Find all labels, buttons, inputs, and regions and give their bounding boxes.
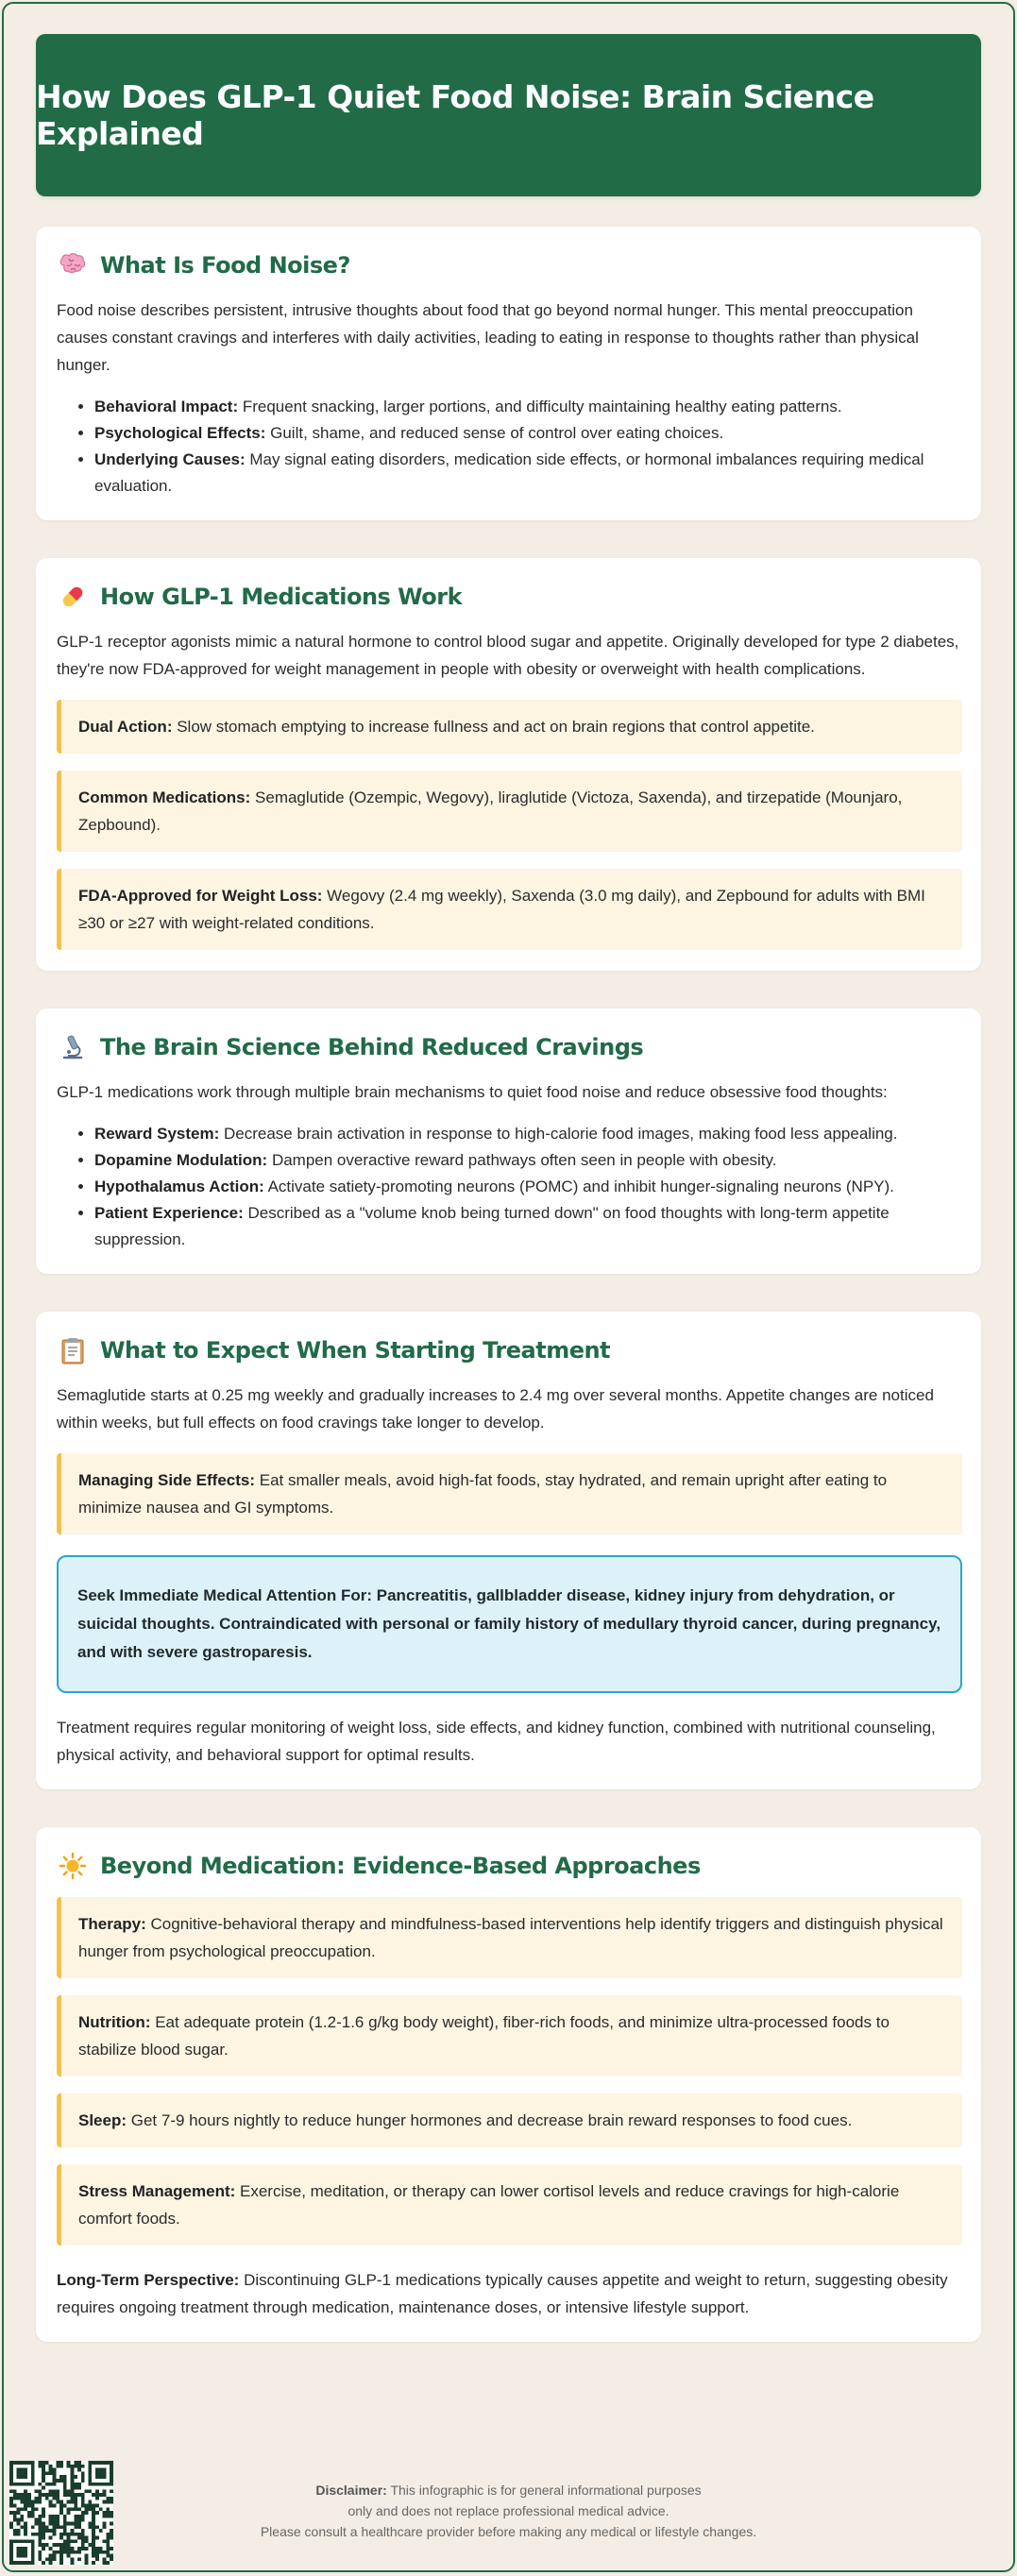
section-treatment (36, 1312, 981, 1789)
item-text: Decrease brain activation in response to high-calorie food images, making food less appealing. (219, 1125, 898, 1143)
section-title: How GLP-1 Medications Work (100, 584, 463, 610)
section-intro: Semaglutide starts at 0.25 mg weekly and gradually increases to 2.4 mg over several months. Appetite changes are noticed within weeks, but full effects on food cravings take longer to develop. (57, 1386, 934, 1432)
item-text: Frequent snacking, larger portions, and difficulty maintaining healthy eating patterns. (238, 398, 842, 415)
outro-text: Discontinuing GLP-1 medications typically causes appetite and weight to return, suggesting obesity requires ongoing treatment through medication, maintenance doses, or intensive lifestyle support. (57, 2271, 948, 2316)
section-outro (57, 2266, 962, 2321)
bullet-list (57, 1121, 962, 1253)
section-heading (57, 249, 962, 281)
section-outro: Treatment requires regular monitoring of weight loss, side effects, and kidney function, combined with nutritional counseling, physical activity, and behavioral support for optimal results. (57, 1719, 936, 1764)
item-label: Hypothalamus Action: (94, 1178, 264, 1195)
note-label: Common Medications: (78, 788, 251, 806)
note-label: Stress Management: (78, 2182, 236, 2200)
section-heading (57, 1334, 962, 1366)
disclaimer-line: Please consult a healthcare provider before making any medical or lifestyle changes. (260, 2524, 757, 2539)
note-text: Eat smaller meals, avoid high-fat foods, stay hydrated, and remain upright after eating to minimize nausea and GI symptoms. (78, 1471, 888, 1517)
medical-alert-box: Seek Immediate Medical Attention For: Pancreatitis, gallbladder disease, kidney injury from dehydration, or suicidal thoughts. Contraindicated with personal or family history of medullary thyroid cancer, during pregnancy, and with severe gastroparesis. (57, 1555, 962, 1693)
clipboard-icon (57, 1334, 89, 1366)
list-item (94, 1147, 962, 1174)
section-intro: GLP-1 receptor agonists mimic a natural hormone to control blood sugar and appetite. Originally developed for type 2 diabetes, they're now FDA-approved for weight management in people with obesity or overweight with health complications. (57, 633, 959, 678)
item-text: Guilt, shame, and reduced sense of control over eating choices. (265, 424, 724, 442)
note-text: Semaglutide (Ozempic, Wegovy), liraglutide (Victoza, Saxenda), and tirzepatide (Mounjaro, Zepbound). (78, 788, 903, 834)
note-label: Dual Action: (78, 718, 173, 736)
section-glp1-work (36, 558, 981, 971)
info-note (57, 700, 962, 754)
section-brain-science (36, 1008, 981, 1274)
list-item (94, 1174, 962, 1200)
list-item (94, 394, 962, 420)
info-note (57, 2093, 962, 2147)
item-label: Underlying Causes: (94, 450, 246, 468)
note-text: Get 7-9 hours nightly to reduce hunger hormones and decrease brain reward responses to food cues. (127, 2111, 853, 2129)
brain-icon (57, 249, 89, 281)
info-note (57, 771, 962, 852)
page-footer (4, 2459, 1013, 2570)
section-heading (57, 1850, 962, 1882)
list-item (94, 1200, 962, 1253)
list-item (94, 447, 962, 500)
note-label: FDA-Approved for Weight Loss: (78, 887, 323, 905)
section-food-noise (36, 227, 981, 520)
note-label: Sleep: (78, 2111, 127, 2129)
note-label: Therapy: (78, 1915, 146, 1933)
note-text: Eat adequate protein (1.2-1.6 g/kg body weight), fiber-rich foods, and minimize ultra-processed foods to stabilize blood sugar. (78, 2013, 890, 2059)
info-note (57, 1453, 962, 1534)
page-header (36, 34, 981, 196)
section-heading (57, 1031, 962, 1063)
info-note (57, 869, 962, 950)
item-label: Reward System: (94, 1125, 220, 1143)
note-text: Exercise, meditation, or therapy can lower cortisol levels and reduce cravings for high-calorie comfort foods. (78, 2182, 900, 2228)
item-text: Described as a "volume knob being turned down" on food thoughts with long-term appetite suppression. (94, 1204, 890, 1248)
section-intro: Food noise describes persistent, intrusive thoughts about food that go beyond normal hunger. This mental preoccupation causes constant cravings and interferes with daily activities, leading to eating in response to thoughts rather than physical hunger. (57, 301, 919, 374)
info-note (57, 1995, 962, 2076)
microscope-icon (57, 1031, 89, 1063)
disclaimer-line: This infographic is for general informational purposes (386, 2483, 702, 2498)
item-label: Patient Experience: (94, 1204, 244, 1222)
note-text: Cognitive-behavioral therapy and mindfulness-based interventions help identify triggers and distinguish physical hunger from psychological preoccupation. (78, 1915, 943, 1960)
disclaimer-label: Disclaimer: (315, 2483, 387, 2498)
note-label: Nutrition: (78, 2013, 151, 2031)
list-item (94, 420, 962, 447)
list-item (94, 1121, 962, 1147)
section-title: What Is Food Noise? (100, 252, 350, 279)
item-text: Dampen overactive reward pathways often seen in people with obesity. (267, 1151, 777, 1169)
note-text: Slow stomach emptying to increase fullness and act on brain regions that control appetite. (172, 718, 815, 736)
info-note (57, 1897, 962, 1978)
pill-icon (57, 581, 89, 613)
info-note (57, 2164, 962, 2246)
disclaimer-line: only and does not replace professional medical advice. (347, 2503, 670, 2518)
item-label: Behavioral Impact: (94, 398, 239, 415)
section-title: What to Expect When Starting Treatment (100, 1337, 611, 1364)
page-title: How Does GLP-1 Quiet Food Noise: Brain Science Explained (36, 78, 874, 152)
section-heading (57, 581, 962, 613)
section-title: Beyond Medication: Evidence-Based Approaches (100, 1853, 701, 1879)
section-intro: GLP-1 medications work through multiple brain mechanisms to quiet food noise and reduce obsessive food thoughts: (57, 1083, 888, 1101)
item-text: May signal eating disorders, medication side effects, or hormonal imbalances requiring medical evaluation. (94, 450, 924, 495)
sun-icon (57, 1850, 89, 1882)
section-beyond-medication (36, 1827, 981, 2342)
bullet-list (57, 394, 962, 500)
item-label: Psychological Effects: (94, 424, 266, 442)
note-label: Managing Side Effects: (78, 1471, 256, 1489)
item-label: Dopamine Modulation: (94, 1151, 268, 1169)
section-title: The Brain Science Behind Reduced Cravings (100, 1034, 644, 1060)
page-frame (2, 2, 1015, 2572)
outro-label: Long-Term Perspective: (57, 2271, 240, 2289)
note-text: Wegovy (2.4 mg weekly), Saxenda (3.0 mg daily), and Zepbound for adults with BMI ≥30 or ≥27 with weight-related conditions. (78, 887, 925, 932)
item-text: Activate satiety-promoting neurons (POMC) and inhibit hunger-signaling neurons (NPY). (263, 1178, 894, 1195)
disclaimer (4, 2480, 1013, 2542)
